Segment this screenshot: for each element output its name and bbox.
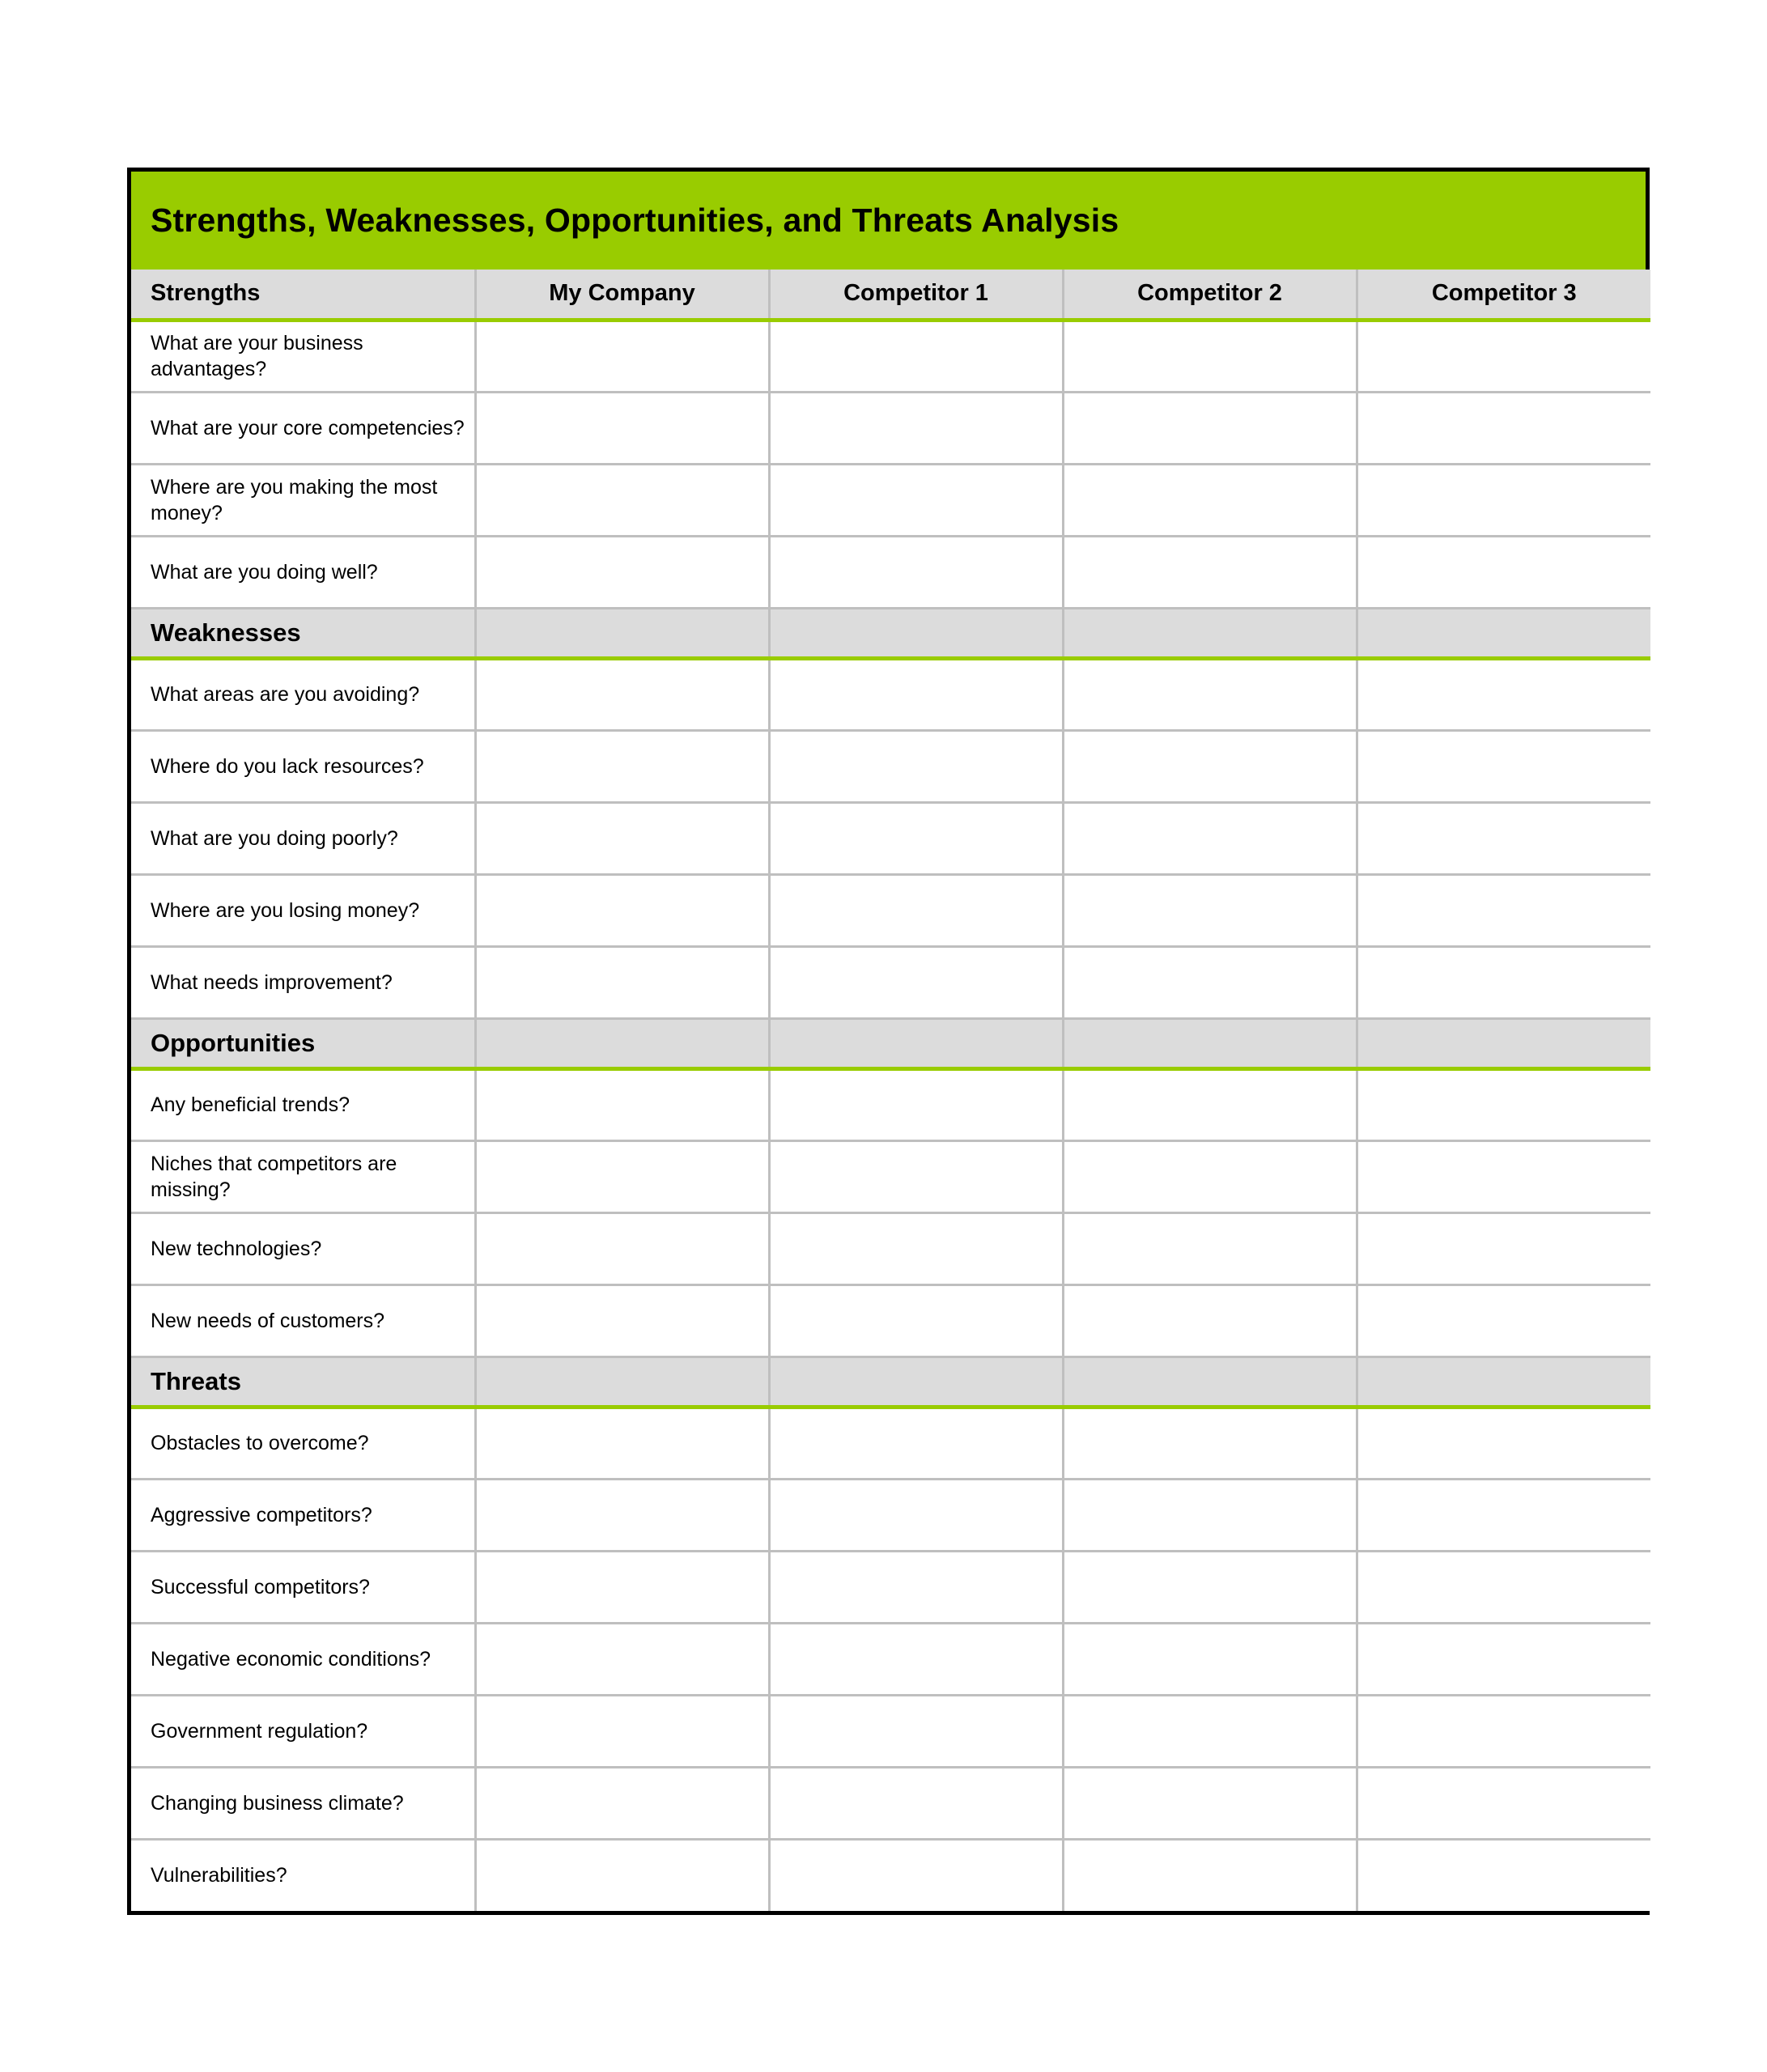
- column-header-competitor-3: Competitor 3: [1357, 270, 1650, 320]
- answer-cell-competitor-2[interactable]: [1063, 1767, 1357, 1839]
- section-header-cell: [769, 608, 1063, 658]
- title-bar: [131, 172, 1646, 270]
- question-label: Where are you making the most money?: [131, 464, 475, 536]
- answer-cell-competitor-3[interactable]: [1357, 1839, 1650, 1911]
- answer-cell-competitor-1[interactable]: [769, 1479, 1063, 1551]
- question-label: What areas are you avoiding?: [131, 658, 475, 730]
- answer-cell-competitor-3[interactable]: [1357, 1695, 1650, 1767]
- answer-cell-competitor-1[interactable]: [769, 874, 1063, 946]
- answer-cell-competitor-2[interactable]: [1063, 1284, 1357, 1357]
- answer-cell-competitor-1[interactable]: [769, 1284, 1063, 1357]
- answer-cell-competitor-2[interactable]: [1063, 946, 1357, 1018]
- answer-cell-competitor-2[interactable]: [1063, 1623, 1357, 1695]
- answer-cell-competitor-2[interactable]: [1063, 464, 1357, 536]
- answer-cell-competitor-1[interactable]: [769, 464, 1063, 536]
- section-heading-strengths: Strengths: [131, 270, 475, 320]
- question-row: [131, 1695, 1650, 1767]
- answer-cell-competitor-2[interactable]: [1063, 1068, 1357, 1140]
- answer-cell-competitor-2[interactable]: [1063, 1407, 1357, 1479]
- answer-cell-competitor-1[interactable]: [769, 802, 1063, 874]
- question-row: [131, 1140, 1650, 1212]
- section-header-cell: [475, 1357, 769, 1407]
- question-row: [131, 874, 1650, 946]
- answer-cell-my-company[interactable]: [475, 730, 769, 802]
- question-label: Government regulation?: [131, 1695, 475, 1767]
- section-header-cell: [1357, 1018, 1650, 1068]
- answer-cell-competitor-1[interactable]: [769, 536, 1063, 608]
- question-row: [131, 392, 1650, 464]
- answer-cell-competitor-3[interactable]: [1357, 464, 1650, 536]
- question-label: Niches that competitors are missing?: [131, 1140, 475, 1212]
- question-row: [131, 1068, 1650, 1140]
- section-header-cell: [1357, 1357, 1650, 1407]
- answer-cell-competitor-3[interactable]: [1357, 1623, 1650, 1695]
- answer-cell-my-company[interactable]: [475, 1284, 769, 1357]
- answer-cell-competitor-3[interactable]: [1357, 536, 1650, 608]
- answer-cell-competitor-2[interactable]: [1063, 874, 1357, 946]
- question-row: [131, 658, 1650, 730]
- question-row: [131, 946, 1650, 1018]
- answer-cell-competitor-2[interactable]: [1063, 1551, 1357, 1623]
- answer-cell-my-company[interactable]: [475, 946, 769, 1018]
- answer-cell-competitor-2[interactable]: [1063, 1479, 1357, 1551]
- section-header-cell: [1357, 608, 1650, 658]
- answer-cell-my-company[interactable]: [475, 1479, 769, 1551]
- answer-cell-competitor-2[interactable]: [1063, 320, 1357, 392]
- question-row: [131, 802, 1650, 874]
- section-header-cell: [769, 1357, 1063, 1407]
- answer-cell-competitor-3[interactable]: [1357, 1407, 1650, 1479]
- answer-cell-competitor-1[interactable]: [769, 1407, 1063, 1479]
- section-header-cell: [475, 1018, 769, 1068]
- question-label: Any beneficial trends?: [131, 1068, 475, 1140]
- answer-cell-my-company[interactable]: [475, 536, 769, 608]
- answer-cell-competitor-3[interactable]: [1357, 1284, 1650, 1357]
- section-row-threats: [131, 1357, 1650, 1407]
- question-row: [131, 320, 1650, 392]
- question-row: [131, 1767, 1650, 1839]
- answer-cell-competitor-1[interactable]: [769, 1068, 1063, 1140]
- answer-cell-my-company[interactable]: [475, 1407, 769, 1479]
- answer-cell-competitor-1[interactable]: [769, 946, 1063, 1018]
- question-row: [131, 1284, 1650, 1357]
- answer-cell-competitor-2[interactable]: [1063, 1695, 1357, 1767]
- question-label: Changing business climate?: [131, 1767, 475, 1839]
- answer-cell-competitor-3[interactable]: [1357, 1479, 1650, 1551]
- column-header-row: [131, 270, 1650, 320]
- section-header-cell: [1063, 1357, 1357, 1407]
- answer-cell-my-company[interactable]: [475, 392, 769, 464]
- question-label: New technologies?: [131, 1212, 475, 1284]
- answer-cell-competitor-3[interactable]: [1357, 802, 1650, 874]
- section-header-cell: [1063, 608, 1357, 658]
- answer-cell-competitor-3[interactable]: [1357, 320, 1650, 392]
- question-label: What are your core competencies?: [131, 392, 475, 464]
- question-row: [131, 1407, 1650, 1479]
- question-label: What are you doing poorly?: [131, 802, 475, 874]
- column-header-competitor-1: Competitor 1: [769, 270, 1063, 320]
- section-header-cell: [769, 1018, 1063, 1068]
- answer-cell-competitor-3[interactable]: [1357, 1212, 1650, 1284]
- answer-cell-my-company[interactable]: [475, 1140, 769, 1212]
- worksheet-title: Strengths, Weaknesses, Opportunities, and Threats Analysis: [151, 202, 1119, 239]
- answer-cell-my-company[interactable]: [475, 1212, 769, 1284]
- question-label: Where are you losing money?: [131, 874, 475, 946]
- answer-cell-my-company[interactable]: [475, 1695, 769, 1767]
- answer-cell-competitor-3[interactable]: [1357, 392, 1650, 464]
- answer-cell-competitor-1[interactable]: [769, 1839, 1063, 1911]
- answer-cell-competitor-3[interactable]: [1357, 730, 1650, 802]
- answer-cell-my-company[interactable]: [475, 320, 769, 392]
- answer-cell-my-company[interactable]: [475, 464, 769, 536]
- answer-cell-my-company[interactable]: [475, 1623, 769, 1695]
- question-label: New needs of customers?: [131, 1284, 475, 1357]
- answer-cell-competitor-1[interactable]: [769, 1551, 1063, 1623]
- question-row: [131, 464, 1650, 536]
- question-label: What are your business advantages?: [131, 320, 475, 392]
- swot-table: [131, 270, 1650, 1911]
- answer-cell-competitor-2[interactable]: [1063, 1839, 1357, 1911]
- answer-cell-competitor-3[interactable]: [1357, 1551, 1650, 1623]
- answer-cell-competitor-2[interactable]: [1063, 1212, 1357, 1284]
- answer-cell-competitor-2[interactable]: [1063, 658, 1357, 730]
- question-row: [131, 1551, 1650, 1623]
- answer-cell-competitor-3[interactable]: [1357, 658, 1650, 730]
- section-heading-threats: Threats: [131, 1357, 475, 1407]
- answer-cell-competitor-2[interactable]: [1063, 536, 1357, 608]
- question-label: What needs improvement?: [131, 946, 475, 1018]
- section-header-cell: [475, 608, 769, 658]
- column-header-competitor-2: Competitor 2: [1063, 270, 1357, 320]
- answer-cell-competitor-1[interactable]: [769, 658, 1063, 730]
- answer-cell-my-company[interactable]: [475, 1767, 769, 1839]
- answer-cell-competitor-3[interactable]: [1357, 1140, 1650, 1212]
- question-row: [131, 1212, 1650, 1284]
- section-row-weaknesses: [131, 608, 1650, 658]
- section-row-opportunities: [131, 1018, 1650, 1068]
- answer-cell-competitor-3[interactable]: [1357, 1068, 1650, 1140]
- question-row: [131, 1839, 1650, 1911]
- section-heading-weaknesses: Weaknesses: [131, 608, 475, 658]
- answer-cell-competitor-2[interactable]: [1063, 802, 1357, 874]
- answer-cell-my-company[interactable]: [475, 802, 769, 874]
- answer-cell-competitor-3[interactable]: [1357, 874, 1650, 946]
- answer-cell-my-company[interactable]: [475, 1068, 769, 1140]
- answer-cell-competitor-1[interactable]: [769, 1767, 1063, 1839]
- answer-cell-competitor-1[interactable]: [769, 1695, 1063, 1767]
- answer-cell-competitor-1[interactable]: [769, 1140, 1063, 1212]
- answer-cell-competitor-1[interactable]: [769, 392, 1063, 464]
- answer-cell-competitor-3[interactable]: [1357, 946, 1650, 1018]
- answer-cell-competitor-1[interactable]: [769, 320, 1063, 392]
- section-heading-opportunities: Opportunities: [131, 1018, 475, 1068]
- question-row: [131, 730, 1650, 802]
- answer-cell-my-company[interactable]: [475, 1551, 769, 1623]
- question-label: Aggressive competitors?: [131, 1479, 475, 1551]
- section-header-cell: [1063, 1018, 1357, 1068]
- answer-cell-competitor-2[interactable]: [1063, 730, 1357, 802]
- answer-cell-competitor-1[interactable]: [769, 1623, 1063, 1695]
- answer-cell-competitor-2[interactable]: [1063, 392, 1357, 464]
- answer-cell-my-company[interactable]: [475, 658, 769, 730]
- question-label: Negative economic conditions?: [131, 1623, 475, 1695]
- answer-cell-competitor-1[interactable]: [769, 730, 1063, 802]
- swot-worksheet: [127, 168, 1650, 1915]
- answer-cell-my-company[interactable]: [475, 1839, 769, 1911]
- question-row: [131, 536, 1650, 608]
- question-row: [131, 1623, 1650, 1695]
- answer-cell-competitor-3[interactable]: [1357, 1767, 1650, 1839]
- answer-cell-competitor-1[interactable]: [769, 1212, 1063, 1284]
- answer-cell-competitor-2[interactable]: [1063, 1140, 1357, 1212]
- question-label: Obstacles to overcome?: [131, 1407, 475, 1479]
- question-label: Where do you lack resources?: [131, 730, 475, 802]
- column-header-my-company: My Company: [475, 270, 769, 320]
- question-label: Successful competitors?: [131, 1551, 475, 1623]
- question-row: [131, 1479, 1650, 1551]
- question-label: What are you doing well?: [131, 536, 475, 608]
- answer-cell-my-company[interactable]: [475, 874, 769, 946]
- question-label: Vulnerabilities?: [131, 1839, 475, 1911]
